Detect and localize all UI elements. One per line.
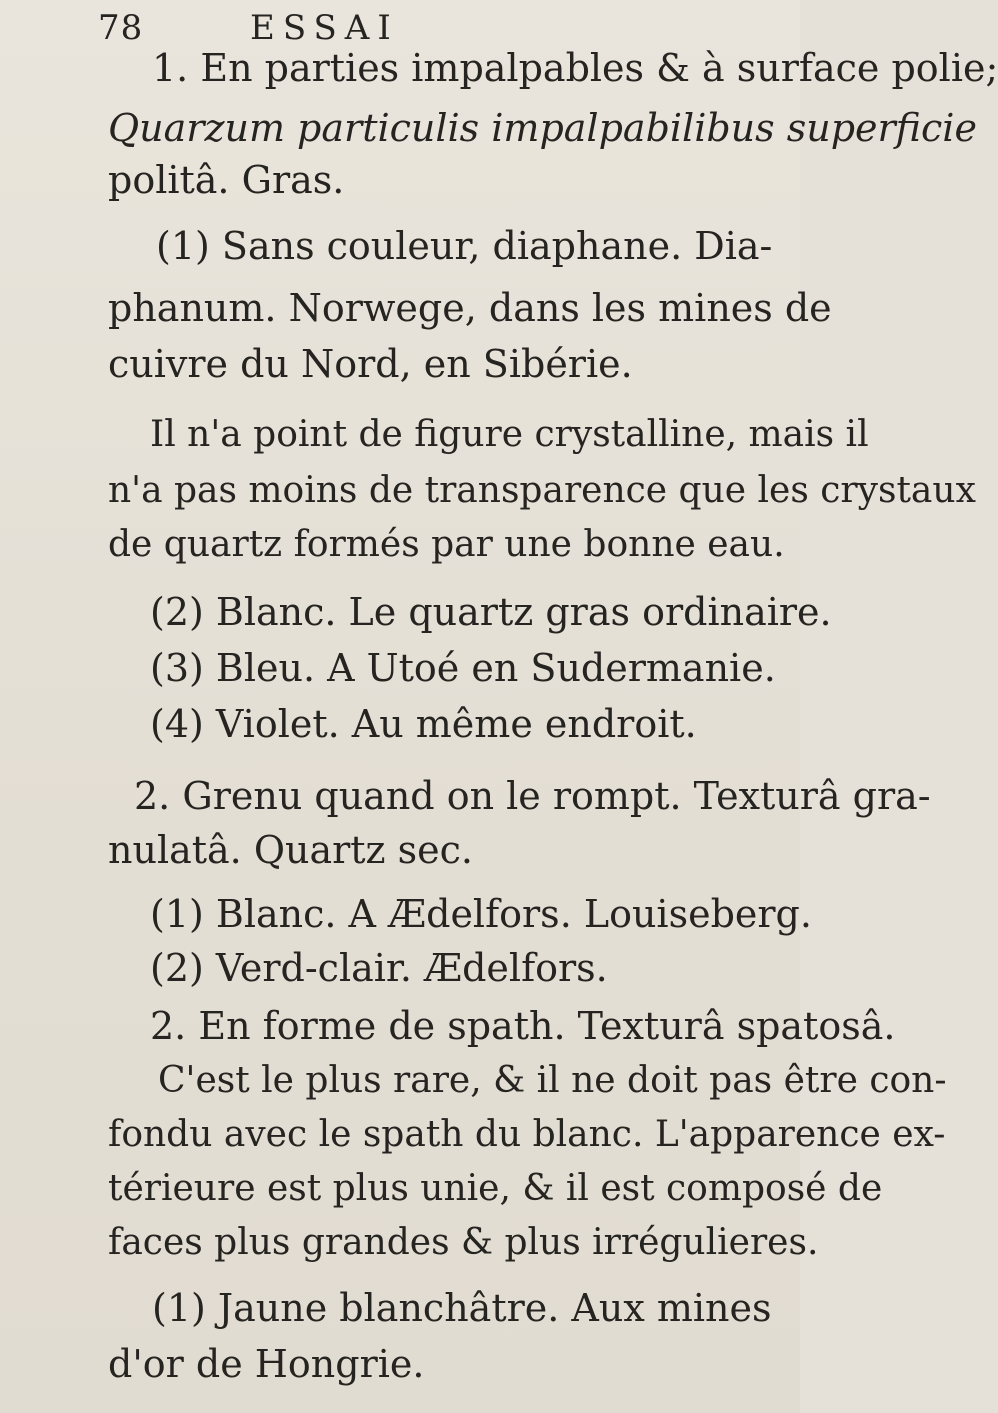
- text-line: fondu avec le spath du blanc. L'apparence ex-: [108, 1114, 946, 1155]
- text-line: de quartz formés par une bonne eau.: [108, 524, 785, 565]
- text-line: faces plus grandes & plus irrégulieres.: [108, 1222, 819, 1263]
- text-line: (1) Blanc. A Ædelfors. Louiseberg.: [150, 892, 812, 936]
- text-line: n'a pas moins de transparence que les crystaux: [108, 470, 976, 511]
- text-line: Il n'a point de figure crystalline, mais il: [150, 414, 869, 455]
- text-line: nulatâ. Quartz sec.: [108, 828, 474, 872]
- text-line: (3) Bleu. A Utoé en Sudermanie.: [150, 646, 776, 690]
- text-line: (1) Jaune blanchâtre. Aux mines: [152, 1286, 772, 1330]
- text-line: d'or de Hongrie.: [108, 1342, 425, 1386]
- text-line: 2. Grenu quand on le rompt. Texturâ gra-: [134, 774, 931, 818]
- text-line: phanum. Norwege, dans les mines de: [108, 286, 832, 330]
- text-line: (2) Blanc. Le quartz gras ordinaire.: [150, 590, 832, 634]
- text-line: térieure est plus unie, & il est composé de: [108, 1168, 883, 1209]
- text-line: 2. En forme de spath. Texturâ spatosâ.: [150, 1004, 896, 1048]
- text-line: 1. En parties impalpables & à surface polie;: [152, 46, 998, 90]
- page-number: 78: [98, 8, 144, 48]
- text-line: cuivre du Nord, en Sibérie.: [108, 342, 633, 386]
- text-line: (4) Violet. Au même endroit.: [150, 702, 697, 746]
- text-line: (2) Verd-clair. Ædelfors.: [150, 946, 608, 990]
- text-line: politâ. Gras.: [108, 158, 345, 202]
- page-header: [98, 6, 738, 50]
- text-line: (1) Sans couleur, diaphane. Dia-: [156, 224, 773, 268]
- text-line: C'est le plus rare, & il ne doit pas être con-: [158, 1060, 947, 1101]
- running-head: ESSAI: [250, 8, 399, 48]
- text-line: Quarzum particulis impalpabilibus superficie: [108, 106, 977, 150]
